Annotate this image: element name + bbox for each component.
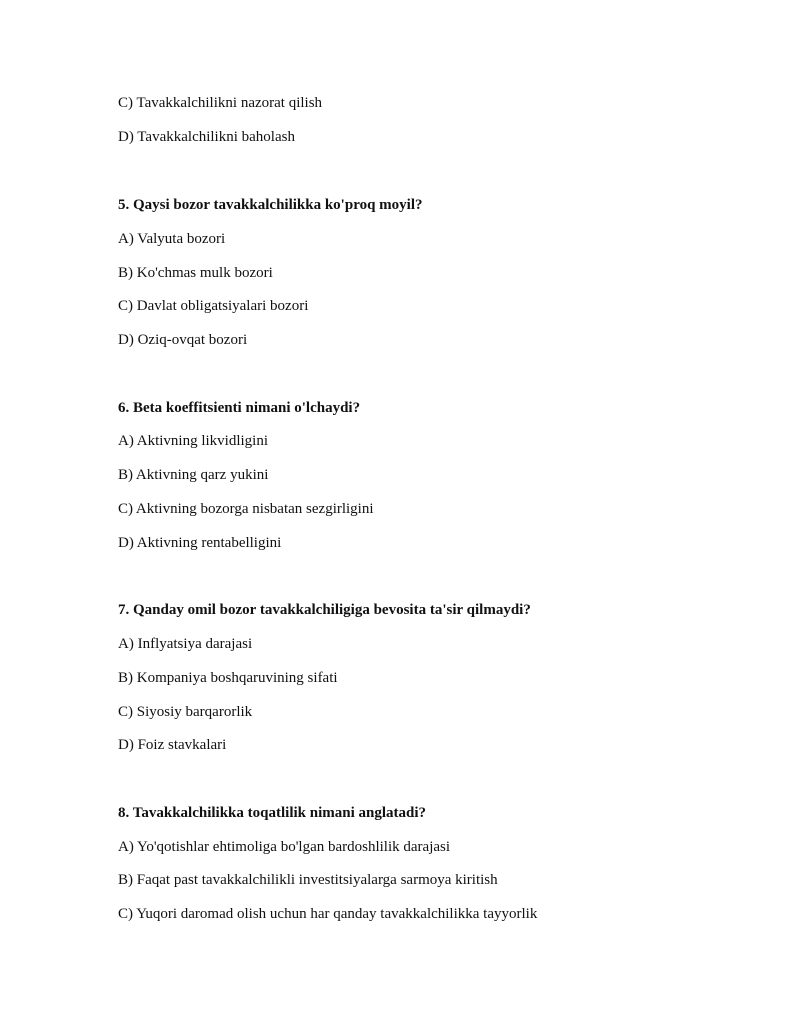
- answer-option: D) Tavakkalchilikni baholash: [118, 129, 295, 145]
- answer-option: A) Valyuta bozori: [118, 231, 226, 247]
- answer-option: A) Yo'qotishlar ehtimoliga bo'lgan bardoshlilik darajasi: [118, 839, 451, 855]
- answer-option: B) Aktivning qarz yukini: [118, 467, 269, 483]
- answer-option: C) Yuqori daromad olish uchun har qanday tavakkalchilikka tayyorlik: [118, 906, 538, 922]
- question-text: 8. Tavakkalchilikka toqatlilik nimani anglatadi?: [118, 805, 427, 821]
- answer-option: C) Davlat obligatsiyalari bozori: [118, 298, 309, 314]
- answer-option: C) Tavakkalchilikni nazorat qilish: [118, 95, 323, 111]
- question-text: 6. Beta koeffitsienti nimani o'lchaydi?: [118, 400, 361, 416]
- answer-option: D) Foiz stavkalari: [118, 737, 227, 753]
- answer-option: C) Aktivning bozorga nisbatan sezgirligini: [118, 501, 374, 517]
- question-text: 5. Qaysi bozor tavakkalchilikka ko'proq moyil?: [118, 197, 423, 213]
- answer-option: A) Inflyatsiya darajasi: [118, 636, 253, 652]
- answer-option: D) Aktivning rentabelligini: [118, 535, 282, 551]
- answer-option: B) Ko'chmas mulk bozori: [118, 265, 273, 281]
- answer-option: C) Siyosiy barqarorlik: [118, 704, 253, 720]
- question-text: 7. Qanday omil bozor tavakkalchiligiga bevosita ta'sir qilmaydi?: [118, 602, 531, 618]
- answer-option: B) Faqat past tavakkalchilikli investitsiyalarga sarmoya kiritish: [118, 872, 498, 888]
- answer-option: D) Oziq-ovqat bozori: [118, 332, 248, 348]
- answer-option: B) Kompaniya boshqaruvining sifati: [118, 670, 338, 686]
- answer-option: A) Aktivning likvidligini: [118, 433, 269, 449]
